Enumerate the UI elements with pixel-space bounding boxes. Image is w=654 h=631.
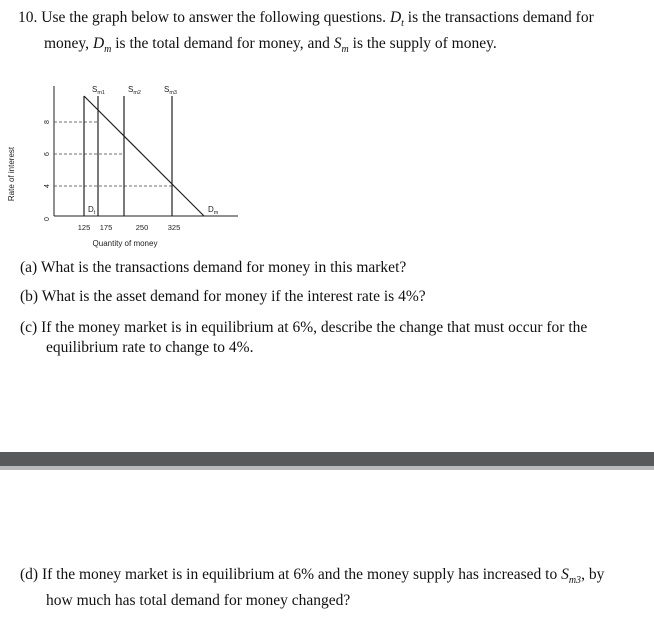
question-line-2	[18, 34, 638, 60]
y-tick-label: 4	[44, 184, 51, 188]
sm3-symbol: S	[561, 566, 569, 583]
part-c	[20, 318, 640, 358]
x-tick-label: 325	[167, 223, 181, 232]
sm-subscript: m	[341, 44, 349, 56]
y-tick-label: 8	[44, 120, 51, 124]
dt-description: is the transactions demand for	[407, 9, 594, 26]
dm-symbol: D	[92, 35, 105, 53]
part-c-line-1	[20, 318, 640, 338]
part-a-label: (a)	[20, 259, 38, 276]
dt-symbol: D	[389, 9, 402, 26]
dm-subscript: m	[104, 44, 112, 56]
dm-description: is the total demand for money, and	[115, 35, 330, 53]
part-d-label: (d)	[20, 566, 39, 583]
sm3-label: $S_{m3}$	[164, 85, 177, 96]
dt-subscript: t	[401, 18, 404, 30]
dm-label: $D_m$	[208, 205, 219, 216]
sm3-subscript: m3	[568, 575, 582, 587]
x-tick-label: 125	[77, 223, 91, 232]
part-b-text: What is the asset demand for money if the interest rate is 4%?	[41, 288, 426, 305]
question-10	[18, 8, 638, 60]
question-line-1	[18, 8, 638, 34]
question-number: 10.	[18, 9, 38, 26]
line2-start: money,	[44, 35, 90, 53]
section-divider	[0, 452, 654, 466]
part-b	[20, 287, 426, 307]
x-tick-label: 250	[135, 223, 149, 232]
y-tick-label: 6	[44, 152, 51, 156]
part-c-line-2: equilibrium rate to change to 4%.	[46, 339, 254, 356]
part-d-line-2: how much has total demand for money changed?	[46, 592, 351, 610]
sm-symbol: S	[333, 35, 342, 53]
part-b-label: (b)	[20, 288, 39, 305]
part-c-text-1: If the money market is in equilibrium at 6%, describe the change that must occur for the	[41, 319, 588, 336]
part-c-label: (c)	[20, 319, 38, 336]
sm1-label: $S_{m1}$	[92, 85, 105, 96]
part-d-text-1b: , by	[581, 566, 605, 583]
part-d-line-1	[20, 565, 640, 591]
x-tick-label: 175	[99, 223, 113, 232]
y-axis-label: Rate of interest	[7, 146, 16, 202]
part-d-text-1: If the money market is in equilibrium at 6% and the money supply has increased to	[41, 566, 558, 583]
sm-description: is the supply of money.	[352, 35, 497, 53]
y-tick-label: 0	[44, 217, 51, 221]
part-d	[20, 565, 640, 611]
sm2-label: $S_{m2}$	[128, 85, 141, 96]
question-intro: Use the graph below to answer the following questions.	[41, 9, 387, 26]
part-a	[20, 258, 406, 278]
dm-curve	[84, 96, 204, 216]
section-divider-edge	[0, 466, 654, 470]
part-a-text: What is the transactions demand for money in this market?	[40, 259, 407, 276]
money-market-graph	[0, 74, 260, 254]
x-axis-label: Quantity of money	[92, 239, 158, 248]
dt-label: $D_t$	[88, 205, 96, 216]
